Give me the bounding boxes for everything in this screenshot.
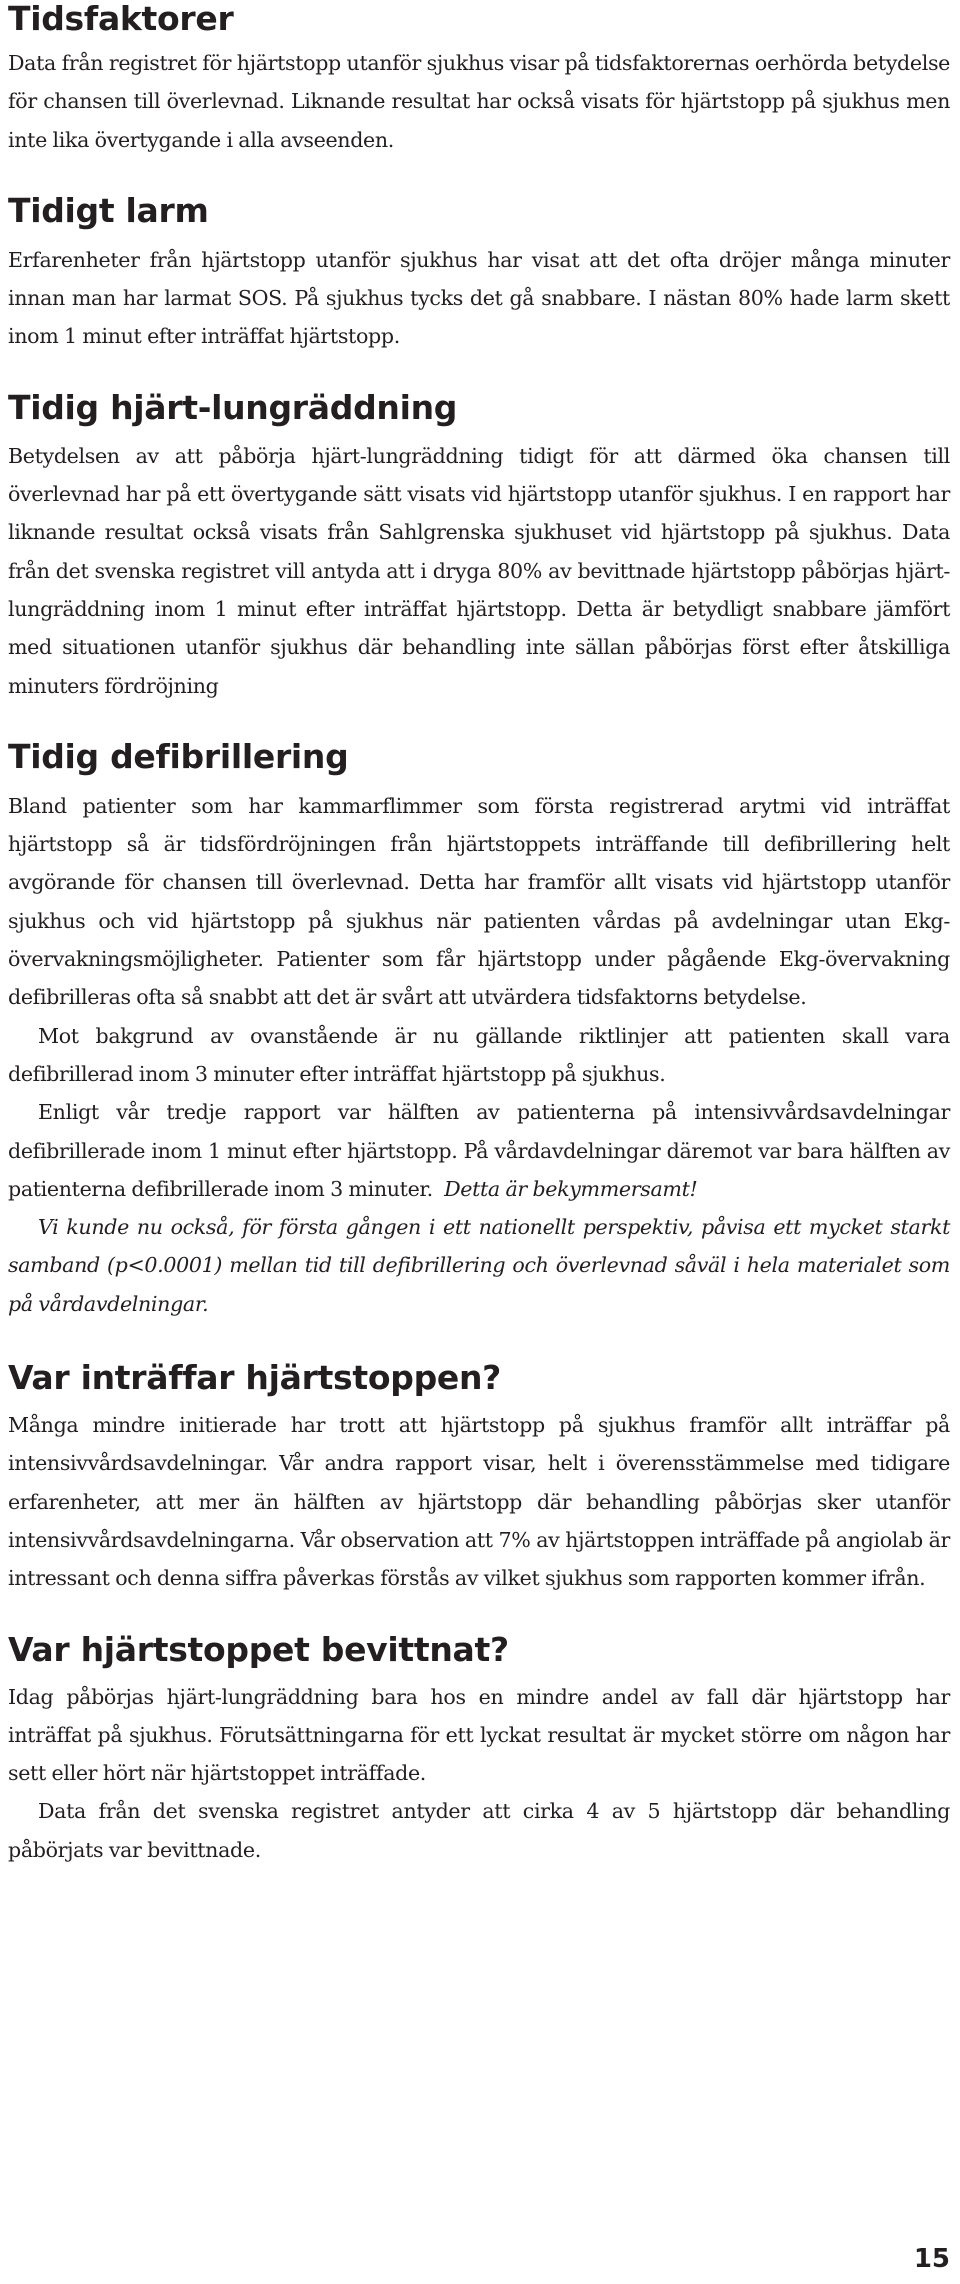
heading-var-intraffar-hjartstoppen: Var inträffar hjärtstoppen? <box>8 1358 502 1398</box>
paragraph-defibrillering-2: Mot bakgrund av ovanstående är nu gällande riktlinjer att patienten skall vara defibrillerad inom 3 minuter efter inträffat hjärtstopp på sjukhus. <box>8 1023 950 1086</box>
paragraph-tidsfaktorer: Data från registret för hjärtstopp utanför sjukhus visar på tidsfaktorernas oerhörda betydelse för chansen till överlevnad. Liknande resultat har också visats för hjärtstopp på sjukhus men inte lika övertygande i alla avseenden. <box>8 51 950 152</box>
paragraph-tidigt-larm: Erfarenheter från hjärtstopp utanför sjukhus har visat att det ofta dröjer många minuter innan man har larmat SOS. På sjukhus tycks det gå snabbare. I nästan 80% hade larm skett inom 1 minut efter inträffat hjärtstopp. <box>8 247 950 349</box>
paragraph-defibrillering-3 <box>8 1093 950 1208</box>
heading-tidsfaktorer: Tidsfaktorer <box>8 0 234 38</box>
paragraph-tidig-hjart-lungraddning: Betydelsen av att påbörja hjärt-lungräddning tidigt för att därmed öka chansen till överlevnad har på ett övertygande sätt visats vid hjärtstopp utanför sjukhus. I en rapport har liknande resultat också visats från Sahlgrenska sjukhuset vid hjärtstopp på sjukhus. Data från det svenska registret vill antyda att i dryga 80% av bevittnade hjärtstopp påbörjas hjärt-lungräddning inom 1 minut efter inträffat hjärtstopp. Detta är betydligt snabbare jämfört med situationen utanför sjukhus där behandling inte sällan påbörjas först efter åtskilliga minuters fördröjning <box>8 443 950 698</box>
paragraph-defibrillering-3-emphasis: Detta är bekymmersamt! <box>444 1176 698 1201</box>
heading-var-hjartstoppet-bevittnat: Var hjärtstoppet bevittnat? <box>8 1629 509 1669</box>
paragraph-bevittnat-2: Data från det svenska registret antyder att cirka 4 av 5 hjärtstopp där behandling påbörjats var bevittnade. <box>8 1799 950 1862</box>
document-page <box>8 0 950 1869</box>
paragraph-defibrillering-1: Bland patienter som har kammarflimmer som första registrerad arytmi vid inträffat hjärtstopp så är tidsfördröjningen från hjärtstoppets inträffande till defibrillering helt avgörande för chansen till överlevnad. Detta har framför allt visats vid hjärtstopp utanför sjukhus och vid hjärtstopp på sjukhus när patienten vårdas på avdelningar utan Ekg-övervakningsmöjligheter. Patienter som får hjärtstopp under pågående Ekg-övervakning defibrilleras ofta så snabbt att det är svårt att utvärdera tidsfaktorns betydelse. <box>8 793 950 1010</box>
paragraph-bevittnat-1: Idag påbörjas hjärt-lungräddning bara hos en mindre andel av fall där hjärtstopp har inträffat på sjukhus. Förutsättningarna för ett lyckat resultat är mycket större om någon har sett eller hört när hjärtstoppet inträffade. <box>8 1684 950 1786</box>
paragraph-defibrillering-3-text: Enligt vår tredje rapport var hälften av patienterna på intensivvårdsavdelningar defibrillerade inom 1 minut efter hjärtstopp. På vårdavdelningar däremot var bara hälften av patienterna defibrillerade inom 3 minuter. <box>8 1100 950 1201</box>
paragraph-var-intraffar: Många mindre initierade har trott att hjärtstopp på sjukhus framför allt inträffar på intensivvårdsavdelningar. Vår andra rapport visar, helt i överensstämmelse med tidigare erfarenheter, att mer än hälften av hjärtstopp där behandling påbörjas sker utanför intensivvårdsavdelningarna. Vår observation att 7% av hjärtstoppen inträffade på angiolab är intressant och denna siffra påverkas förstås av vilket sjukhus som rapporten kommer ifrån. <box>8 1413 950 1591</box>
paragraph-defibrillering-4: Vi kunde nu också, för första gången i ett nationellt perspektiv, påvisa ett mycket starkt samband (p<0.0001) mellan tid till defibrillering och överlevnad såväl i hela materialet som på vårdavdelningar. <box>8 1215 950 1316</box>
page-number: 15 <box>913 2244 950 2274</box>
heading-tidig-hjart-lungraddning: Tidig hjärt-lungräddning <box>8 387 458 427</box>
heading-tidigt-larm: Tidigt larm <box>8 190 209 230</box>
heading-tidig-defibrillering: Tidig defibrillering <box>8 736 349 776</box>
